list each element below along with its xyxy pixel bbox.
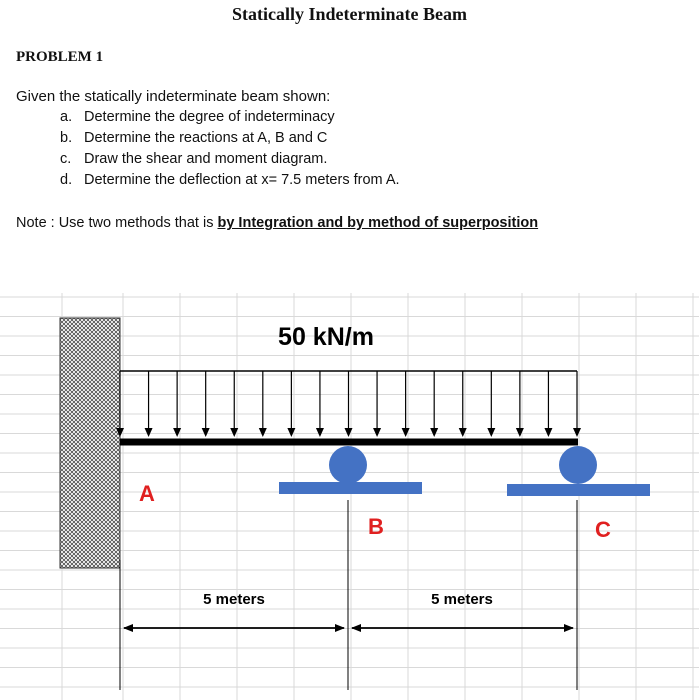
note: Note : Use two methods that is by Integration and by method of superposition — [16, 215, 539, 231]
load-arrow-head — [487, 428, 495, 437]
intro-text: Given the statically indeterminate beam shown: — [16, 88, 331, 105]
task-item: b. Determine the reactions at A, B and C — [60, 130, 328, 146]
beam-diagram — [0, 293, 699, 700]
task-item: d. Determine the deflection at x= 7.5 meters from A. — [60, 172, 400, 188]
problem-heading: PROBLEM 1 — [16, 49, 104, 65]
roller-b — [329, 446, 367, 484]
load-label: 50 kN/m — [278, 323, 374, 351]
load-arrow-head — [259, 428, 267, 437]
support-b-base — [279, 482, 422, 494]
task-list — [60, 107, 400, 191]
support-c-base — [507, 484, 650, 496]
load-arrow-head — [145, 428, 153, 437]
load-arrow-head — [459, 428, 467, 437]
task-item: c. Draw the shear and moment diagram. — [60, 151, 328, 167]
distributed-load — [116, 371, 581, 437]
span-label-1: 5 meters — [203, 591, 265, 608]
methods-text: by Integration and by method of superposition — [217, 215, 539, 231]
page-title: Statically Indeterminate Beam — [232, 4, 467, 24]
load-arrow-head — [544, 428, 552, 437]
load-arrow-head — [373, 428, 381, 437]
label-a: A — [139, 481, 155, 506]
fixed-wall — [60, 318, 120, 568]
load-arrow-head — [202, 428, 210, 437]
span-label-2: 5 meters — [431, 591, 493, 608]
label-c: C — [595, 517, 611, 542]
label-b: B — [368, 514, 384, 539]
task-item: a. Determine the degree of indeterminacy — [60, 109, 335, 125]
load-arrow-head — [316, 428, 324, 437]
load-arrow-head — [573, 428, 581, 437]
load-arrow-head — [516, 428, 524, 437]
load-arrow-head — [430, 428, 438, 437]
roller-c — [559, 446, 597, 484]
